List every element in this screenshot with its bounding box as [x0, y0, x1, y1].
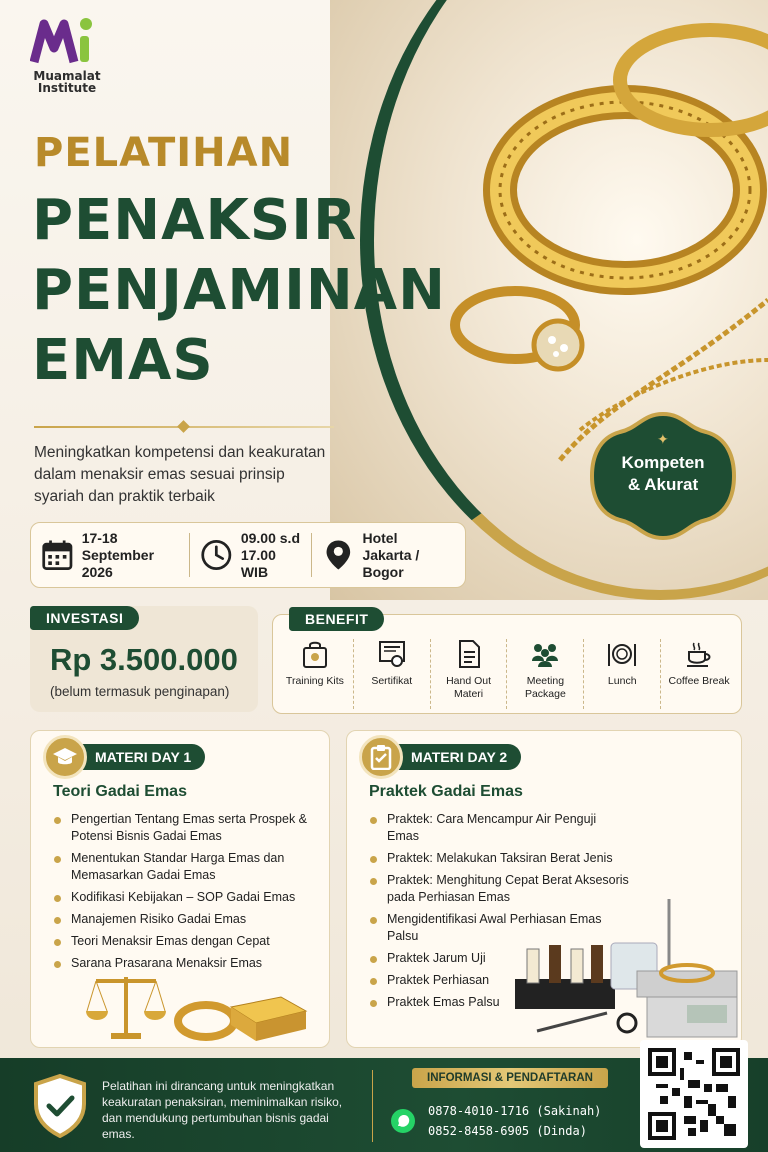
title-line-2: PENAKSIR — [32, 188, 358, 253]
time-line-2: 17.00 WIB — [240, 546, 276, 580]
benefit-item — [277, 639, 353, 709]
day-1-title: Teori Gadai Emas — [53, 783, 187, 800]
logo-text-1: Muamalat — [33, 69, 101, 83]
benefit-item-label: Hand Out Materi — [446, 675, 492, 700]
testing-kit-image — [507, 899, 739, 1045]
list-item: Praktek: Cara Mencampur Air Penguji Emas — [369, 811, 631, 845]
date-line-1: 17-18 — [81, 529, 118, 546]
certificate-icon — [377, 639, 407, 669]
clock-icon — [200, 537, 233, 573]
clipboard-icon — [359, 735, 403, 779]
document-icon — [454, 639, 484, 669]
title-line-4: EMAS — [32, 328, 214, 393]
benefit-item-label: Lunch — [607, 675, 637, 687]
list-item: Mengidentifikasi Awal Perhiasan Emas Palsu — [369, 911, 631, 945]
benefit-box — [272, 611, 742, 714]
event-date — [31, 529, 189, 580]
place-line-2: Jakarta / Bogor — [362, 546, 420, 580]
bag-icon — [300, 639, 330, 669]
list-item: Praktek Jarum Uji — [369, 950, 631, 967]
benefit-item — [506, 639, 583, 709]
list-item: Kodifikasi Kebijakan – SOP Gadai Emas — [53, 889, 313, 906]
badge-line-1: Kompeten — [621, 453, 705, 472]
logo-text-2: Institute — [37, 81, 97, 95]
footer-message: Pelatihan ini dirancang untuk meningkatkan keakuratan penaksiran, meminimalkan risiko, dan mendukung pertumbuhan bisnis gadai emas. — [102, 1079, 343, 1141]
event-time — [189, 529, 311, 580]
location-pin-icon — [322, 537, 355, 573]
materi-day-1 — [30, 730, 330, 1048]
day-2-title: Praktek Gadai Emas — [369, 783, 523, 800]
benefit-item — [430, 639, 507, 709]
materi-day-2 — [346, 730, 742, 1048]
day-2-label: MATERI DAY 2 — [389, 744, 521, 770]
investasi-note: (belum termasuk penginapan) — [50, 684, 230, 699]
whatsapp-icon — [390, 1108, 416, 1134]
benefit-item-label: Meeting Package — [524, 675, 566, 700]
time-line-1: 09.00 s.d — [240, 529, 300, 546]
list-item: Menentukan Standar Harga Emas dan Memasarkan Gadai Emas — [53, 850, 313, 884]
phone-1[interactable]: 0878-4010-1716 (Sakinah) — [428, 1104, 602, 1118]
kompeten-badge — [588, 410, 738, 542]
day-1-label: MATERI DAY 1 — [73, 744, 205, 770]
event-location — [311, 529, 465, 580]
benefit-item — [353, 639, 430, 709]
list-item: Manajemen Risiko Gadai Emas — [53, 911, 313, 928]
scale-and-gold-image — [81, 967, 321, 1043]
subtitle: Meningkatkan kompetensi dan keakuratan dalam menaksir emas sesuai prinsip syariah dan praktik terbaik — [34, 444, 326, 505]
benefit-item-label: Sertifikat — [371, 675, 413, 687]
qr-code[interactable] — [640, 1040, 748, 1148]
title-pelatihan: PELATIHAN — [34, 130, 294, 176]
info-pendaftaran-label: INFORMASI & PENDAFTARAN — [412, 1068, 608, 1088]
logo-mark-icon — [30, 14, 98, 66]
main-title — [32, 186, 446, 396]
benefit-label: BENEFIT — [289, 607, 384, 631]
investasi-price: Rp 3.500.000 — [50, 642, 238, 677]
title-divider — [34, 426, 334, 428]
badge-line-2: & Akurat — [627, 475, 699, 494]
plate-icon — [607, 639, 637, 669]
brand-logo — [30, 14, 110, 94]
benefit-item-label: Training Kits — [285, 675, 344, 687]
benefit-item — [583, 639, 660, 709]
investasi-box — [30, 606, 258, 712]
calendar-icon — [41, 537, 74, 573]
investasi-label: INVESTASI — [30, 606, 139, 630]
graduation-cap-icon — [43, 735, 87, 779]
shield-check-icon — [32, 1074, 88, 1138]
list-item: Teori Menaksir Emas dengan Cepat — [53, 933, 313, 950]
list-item: Praktek Perhiasan — [369, 972, 631, 989]
list-item: Praktek: Menghitung Cepat Berat Aksesoris pada Perhiasan Emas — [369, 872, 631, 906]
benefit-item — [660, 639, 737, 709]
title-line-3: PENJAMINAN — [32, 258, 446, 323]
event-info-bar — [30, 522, 466, 588]
place-line-1: Hotel — [362, 529, 398, 546]
list-item: Praktek: Melakukan Taksiran Berat Jenis — [369, 850, 631, 867]
list-item: Pengertian Tentang Emas serta Prospek & Potensi Bisnis Gadai Emas — [53, 811, 313, 845]
benefit-item-label: Coffee Break — [668, 675, 730, 687]
coffee-icon — [684, 639, 714, 669]
list-item: Praktek Emas Palsu — [369, 994, 631, 1011]
sparkle-icon: ✦ — [657, 432, 669, 448]
people-icon — [530, 639, 560, 669]
phone-2[interactable]: 0852-8458-6905 (Dinda) — [428, 1124, 587, 1138]
list-item: Sarana Prasarana Menaksir Emas — [53, 955, 313, 972]
date-line-2: September 2026 — [81, 546, 155, 580]
